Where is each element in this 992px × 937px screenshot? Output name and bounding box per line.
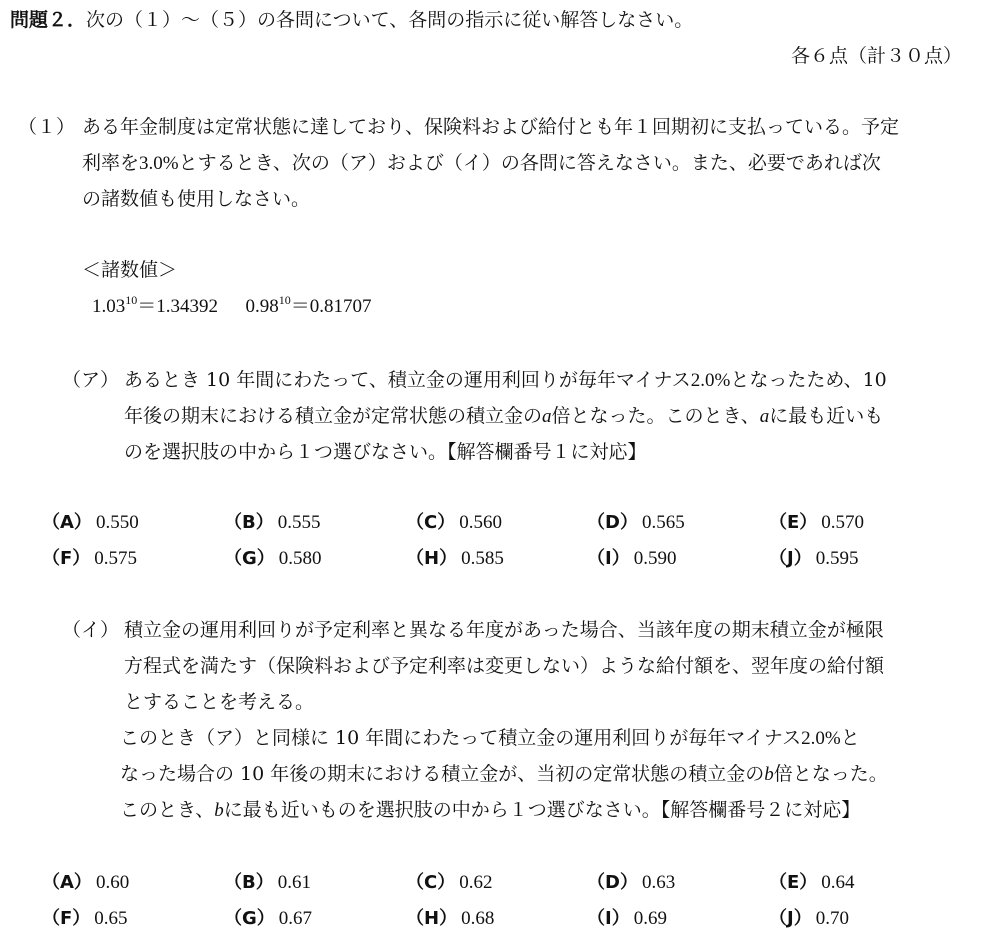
interest-rate: 3.0% bbox=[139, 153, 179, 174]
sub-b-text: と bbox=[840, 727, 860, 749]
sub-a-line-1 bbox=[124, 362, 887, 399]
sub-a-text: に最も近いも bbox=[769, 405, 884, 427]
choice-value: 0.580 bbox=[278, 548, 322, 569]
choice-value: 0.565 bbox=[641, 512, 685, 533]
value-exp-1: 10 bbox=[125, 293, 138, 307]
question-1-number: （１） bbox=[18, 116, 76, 138]
choice-b-B[interactable] bbox=[224, 864, 311, 901]
choice-value: 0.585 bbox=[461, 548, 504, 569]
choice-label: （D） bbox=[587, 512, 638, 533]
choice-label: （H） bbox=[406, 548, 458, 569]
variable-a: a bbox=[759, 406, 770, 427]
choice-b-C[interactable] bbox=[406, 864, 492, 901]
choice-a-H[interactable] bbox=[406, 540, 504, 577]
values-heading: ＜諸数値＞ bbox=[82, 259, 178, 281]
choice-value: 0.61 bbox=[277, 872, 311, 893]
choice-a-B[interactable] bbox=[224, 504, 320, 541]
choice-value: 0.560 bbox=[459, 512, 502, 533]
choice-label: （F） bbox=[42, 908, 91, 929]
choice-label: （A） bbox=[42, 512, 92, 533]
choice-value: 0.70 bbox=[815, 908, 849, 929]
sub-a-text: 倍となった。このとき、 bbox=[551, 405, 760, 427]
choice-label: （J） bbox=[769, 908, 812, 929]
choice-label: （F） bbox=[42, 548, 91, 569]
choice-value: 0.69 bbox=[633, 908, 667, 929]
sub-b-text: このとき、 bbox=[120, 799, 215, 821]
choice-value: 0.65 bbox=[94, 908, 128, 929]
choice-label: （J） bbox=[769, 548, 812, 569]
choice-label: （I） bbox=[587, 908, 630, 929]
problem-label: 問題２． bbox=[10, 9, 87, 31]
choice-value: 0.555 bbox=[277, 512, 321, 533]
choice-b-F[interactable] bbox=[42, 900, 128, 937]
variable-b: b bbox=[214, 800, 224, 821]
variable-a: a bbox=[542, 406, 552, 427]
sub-b-text: このとき（ア）と同様に 10 年間にわたって積立金の運用利回りが毎年マイナス bbox=[120, 727, 802, 749]
choice-value: 0.575 bbox=[94, 548, 138, 569]
problem-header bbox=[10, 2, 693, 38]
choice-b-A[interactable] bbox=[42, 864, 129, 901]
sub-a-text: 年後の期末における積立金が定常状態の積立金の bbox=[124, 405, 543, 427]
q1-text: 利率を bbox=[82, 152, 140, 174]
choice-a-C[interactable] bbox=[406, 504, 502, 541]
choice-a-I[interactable] bbox=[587, 540, 676, 577]
sub-b-line-2: 方程式を満たす（保険料および予定利率は変更しない）ような給付額を、翌年度の給付額 bbox=[124, 655, 885, 677]
sub-b-line-3: とすることを考える。 bbox=[124, 691, 315, 713]
choice-value: 0.570 bbox=[821, 512, 865, 533]
points-note: 各６点（計３０点） bbox=[790, 45, 962, 67]
sub-b-line-5 bbox=[120, 756, 888, 793]
problem-instruction: 次の（１）～（５）の各問について、各問の指示に従い解答しなさい。 bbox=[86, 9, 694, 31]
choice-value: 0.550 bbox=[95, 512, 139, 533]
choice-value: 0.590 bbox=[633, 548, 677, 569]
choice-label: （C） bbox=[406, 872, 456, 893]
choice-value: 0.60 bbox=[95, 872, 130, 893]
choice-value: 0.62 bbox=[459, 872, 493, 893]
sub-b-rate: 2.0% bbox=[801, 728, 841, 749]
sub-a-line-3: のを選択肢の中から１つ選びなさい。【解答欄番号１に対応】 bbox=[124, 441, 647, 463]
sub-a-line-2 bbox=[124, 398, 883, 435]
sub-b-line-6 bbox=[120, 792, 860, 829]
sub-b-line-4 bbox=[120, 720, 860, 757]
sub-b-text: なった場合の 10 年後の期末における積立金が、当初の定常状態の積立金の bbox=[120, 763, 765, 785]
sub-b-label: （イ） bbox=[62, 619, 120, 641]
sub-b-text: 倍となった。 bbox=[773, 763, 888, 785]
choice-a-F[interactable] bbox=[42, 540, 137, 577]
choice-label: （H） bbox=[406, 908, 458, 929]
sub-b-line-1: 積立金の運用利回りが予定利率と異なる年度があった場合、当該年度の期末積立金が極限 bbox=[124, 619, 884, 641]
variable-b: b bbox=[764, 764, 774, 785]
choice-a-A[interactable] bbox=[42, 504, 139, 541]
choice-a-G[interactable] bbox=[224, 540, 322, 577]
choice-label: （C） bbox=[406, 512, 456, 533]
choice-label: （E） bbox=[769, 512, 818, 533]
value-base-2: 0.98 bbox=[245, 296, 279, 317]
q1-text: とするとき、次の（ア）および（イ）の各問に答えなさい。また、必要であれば次 bbox=[178, 152, 881, 174]
question-1-line-3: の諸数値も使用しなさい。 bbox=[82, 188, 311, 210]
choice-label: （A） bbox=[42, 872, 92, 893]
sub-a-text: となったため、10 bbox=[730, 369, 887, 391]
choice-a-D[interactable] bbox=[587, 504, 685, 541]
question-1-line-2 bbox=[82, 145, 881, 182]
choice-value: 0.68 bbox=[461, 908, 495, 929]
choice-b-E[interactable] bbox=[769, 864, 855, 901]
choice-b-H[interactable] bbox=[406, 900, 494, 937]
choice-label: （B） bbox=[224, 512, 274, 533]
choice-b-D[interactable] bbox=[587, 864, 675, 901]
choice-label: （E） bbox=[769, 872, 818, 893]
choice-label: （D） bbox=[587, 872, 638, 893]
choice-b-J[interactable] bbox=[769, 900, 849, 937]
question-1-line-1: ある年金制度は定常状態に達しており、保険料および給付とも年１回期初に支払っている。予定 bbox=[82, 116, 900, 138]
choice-value: 0.63 bbox=[641, 872, 676, 893]
value-exp-2: 10 bbox=[278, 293, 291, 307]
value-eq-2: ＝0.81707 bbox=[290, 296, 372, 317]
numeric-values bbox=[92, 289, 372, 325]
value-base-1: 1.03 bbox=[92, 296, 126, 317]
sub-a-label: （ア） bbox=[62, 369, 120, 391]
choice-value: 0.64 bbox=[821, 872, 855, 893]
choice-value: 0.595 bbox=[815, 548, 859, 569]
choice-a-E[interactable] bbox=[769, 504, 864, 541]
choice-b-G[interactable] bbox=[224, 900, 312, 937]
choice-b-I[interactable] bbox=[587, 900, 667, 937]
sub-a-text: あるとき 10 年間にわたって、積立金の運用利回りが毎年マイナス bbox=[124, 369, 691, 391]
sub-b-text: に最も近いものを選択肢の中から１つ選びなさい。【解答欄番号２に対応】 bbox=[223, 799, 861, 821]
choice-label: （I） bbox=[587, 548, 630, 569]
value-eq-1: ＝1.34392 bbox=[137, 296, 219, 317]
sub-a-rate: 2.0% bbox=[690, 370, 731, 391]
choice-value: 0.67 bbox=[278, 908, 313, 929]
choice-label: （G） bbox=[224, 548, 275, 569]
choice-a-J[interactable] bbox=[769, 540, 858, 577]
choice-label: （B） bbox=[224, 872, 274, 893]
choice-label: （G） bbox=[224, 908, 275, 929]
